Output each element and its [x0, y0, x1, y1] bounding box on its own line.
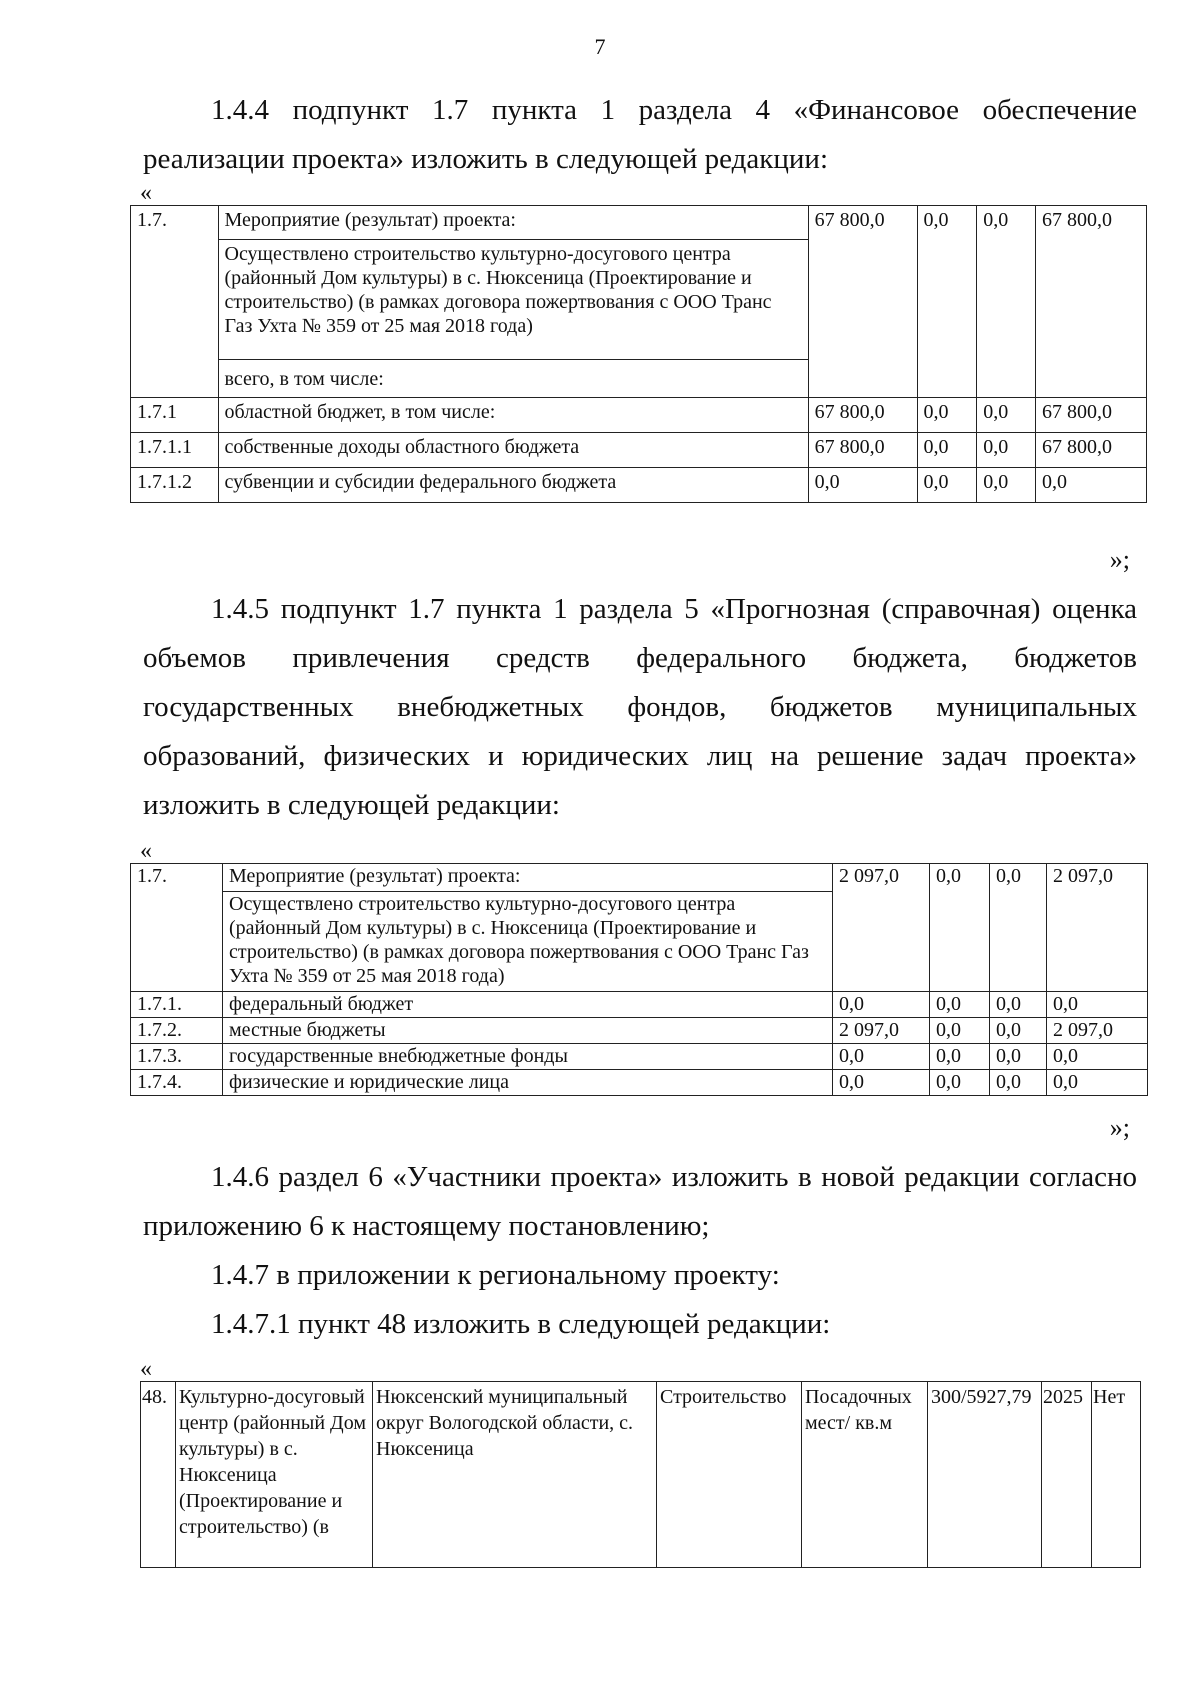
row-number: 1.7.1.1 — [131, 433, 219, 468]
paragraph-text: 1.4.7 в приложении к региональному проекту: — [211, 1259, 780, 1291]
value-cell: 67 800,0 — [1035, 206, 1146, 398]
value-cell: 0,0 — [1047, 1044, 1148, 1070]
event-label: Мероприятие (результат) проекта: — [218, 206, 808, 240]
value-cell: 0,0 — [833, 992, 930, 1018]
row-number: 1.7.1.2 — [131, 468, 219, 503]
quote-open: « — [140, 180, 152, 206]
value-cell: 0,0 — [990, 992, 1047, 1018]
value-cell: 67 800,0 — [808, 206, 917, 398]
row-label: федеральный бюджет — [223, 992, 833, 1018]
event-description: Осуществлено строительство культурно-досугового центра (районный Дом культуры) в с. Нюксеница (Проектирование и строительство) (в рамках договора пожертвования с ООО Транс Газ Ухта № 359 от 25 мая 2018 года) — [218, 240, 808, 360]
quote-open: « — [140, 838, 152, 864]
event-description: Осуществлено строительство культурно-досугового центра (районный Дом культуры) в с. Нюксеница (Проектирование и строительство) (в рамках договора пожертвования с ООО Транс Газ Ухта № 359 от 25 мая 2018 года) — [223, 892, 833, 992]
paragraph-text: 1.4.6 раздел 6 «Участники проекта» изложить в новой редакции согласно приложению 6 к настоящему постановлению; — [143, 1161, 1137, 1242]
paragraph-1-4-6 — [143, 1153, 1137, 1251]
table-row — [131, 433, 1147, 468]
row-number: 1.7.2. — [131, 1018, 223, 1044]
value-cell: 0,0 — [917, 468, 977, 503]
value-cell: 0,0 — [990, 864, 1047, 992]
quote-close: »; — [1109, 545, 1130, 574]
value-cell: 0,0 — [930, 1044, 990, 1070]
value-cell: 0,0 — [1047, 1070, 1148, 1096]
year: 2025 — [1042, 1382, 1092, 1568]
paragraph-1-4-7 — [143, 1251, 1137, 1300]
row-number: 1.7. — [131, 206, 219, 398]
value-cell: 67 800,0 — [1035, 433, 1146, 468]
value-cell: 2 097,0 — [1047, 864, 1148, 992]
table-row — [131, 468, 1147, 503]
value-cell: 0,0 — [917, 206, 977, 398]
value-cell: 0,0 — [977, 468, 1036, 503]
row-number: 1.7.4. — [131, 1070, 223, 1096]
value-cell: 67 800,0 — [1035, 398, 1146, 433]
value-cell: 0,0 — [930, 864, 990, 992]
flag: Нет — [1092, 1382, 1141, 1568]
row-label: государственные внебюджетные фонды — [223, 1044, 833, 1070]
value-cell: 2 097,0 — [1047, 1018, 1148, 1044]
row-label: собственные доходы областного бюджета — [218, 433, 808, 468]
event-label: Мероприятие (результат) проекта: — [223, 864, 833, 892]
table-row — [131, 1044, 1148, 1070]
row-label: областной бюджет, в том числе: — [218, 398, 808, 433]
paragraph-1-4-4 — [143, 86, 1137, 184]
value-cell: 0,0 — [990, 1044, 1047, 1070]
value-cell: 0,0 — [990, 1070, 1047, 1096]
paragraph-1-4-5 — [143, 585, 1137, 830]
quote-open: « — [140, 1356, 152, 1382]
value-cell: 0,0 — [808, 468, 917, 503]
table-row — [141, 1382, 1141, 1568]
value-cell: 0,0 — [917, 398, 977, 433]
paragraph-1-4-7-1 — [143, 1300, 1137, 1349]
table-row — [131, 398, 1147, 433]
row-number: 1.7.1 — [131, 398, 219, 433]
row-number: 1.7.3. — [131, 1044, 223, 1070]
value-cell: 0,0 — [930, 1070, 990, 1096]
value-cell: 0,0 — [977, 433, 1036, 468]
table-row — [131, 1070, 1148, 1096]
object-name: Культурно-досуговый центр (районный Дом культуры) в с. Нюксеница (Проектирование и строительство) (в — [176, 1382, 373, 1568]
value-cell: 2 097,0 — [833, 864, 930, 992]
row-number: 1.7.1. — [131, 992, 223, 1018]
finance-table — [130, 205, 1147, 503]
value-cell: 67 800,0 — [808, 398, 917, 433]
value-cell: 0,0 — [1047, 992, 1148, 1018]
value-cell: 0,0 — [930, 1018, 990, 1044]
row-label: субвенции и субсидии федерального бюджета — [218, 468, 808, 503]
work-type: Строительство — [657, 1382, 802, 1568]
value-cell: 0,0 — [990, 1018, 1047, 1044]
table-row — [131, 992, 1148, 1018]
value-cell: 0,0 — [977, 398, 1036, 433]
value-cell: 2 097,0 — [833, 1018, 930, 1044]
quote-close: »; — [1109, 1113, 1130, 1142]
row-label: физические и юридические лица — [223, 1070, 833, 1096]
paragraph-text: 1.4.5 подпункт 1.7 пункта 1 раздела 5 «Прогнозная (справочная) оценка объемов привлечения средств федерального бюджета, бюджетов государственных внебюджетных фондов, бюджетов муниципальных образований, физических и юридических лиц на решение задач проекта» изложить в следующей редакции: — [143, 593, 1137, 821]
value-cell: 0,0 — [833, 1070, 930, 1096]
row-label: местные бюджеты — [223, 1018, 833, 1044]
value-cell: 0,0 — [930, 992, 990, 1018]
table-row — [131, 1018, 1148, 1044]
row-number: 1.7. — [131, 864, 223, 992]
value-cell: 67 800,0 — [808, 433, 917, 468]
appendix-table — [140, 1381, 1141, 1568]
value-cell: 0,0 — [833, 1044, 930, 1070]
value-cell: 0,0 — [1035, 468, 1146, 503]
page-number: 7 — [594, 34, 606, 59]
forecast-table — [130, 863, 1148, 1096]
total-label: всего, в том числе: — [218, 360, 808, 398]
paragraph-text: 1.4.7.1 пункт 48 изложить в следующей редакции: — [211, 1308, 831, 1340]
capacity: 300/5927,79 — [928, 1382, 1042, 1568]
value-cell: 0,0 — [917, 433, 977, 468]
row-number: 48. — [141, 1382, 176, 1568]
unit: Посадочных мест/ кв.м — [802, 1382, 928, 1568]
paragraph-text: 1.4.4 подпункт 1.7 пункта 1 раздела 4 «Финансовое обеспечение реализации проекта» изложить в следующей редакции: — [143, 94, 1137, 175]
object-location: Нюксенский муниципальный округ Вологодской области, с. Нюксеница — [373, 1382, 657, 1568]
value-cell: 0,0 — [977, 206, 1036, 398]
